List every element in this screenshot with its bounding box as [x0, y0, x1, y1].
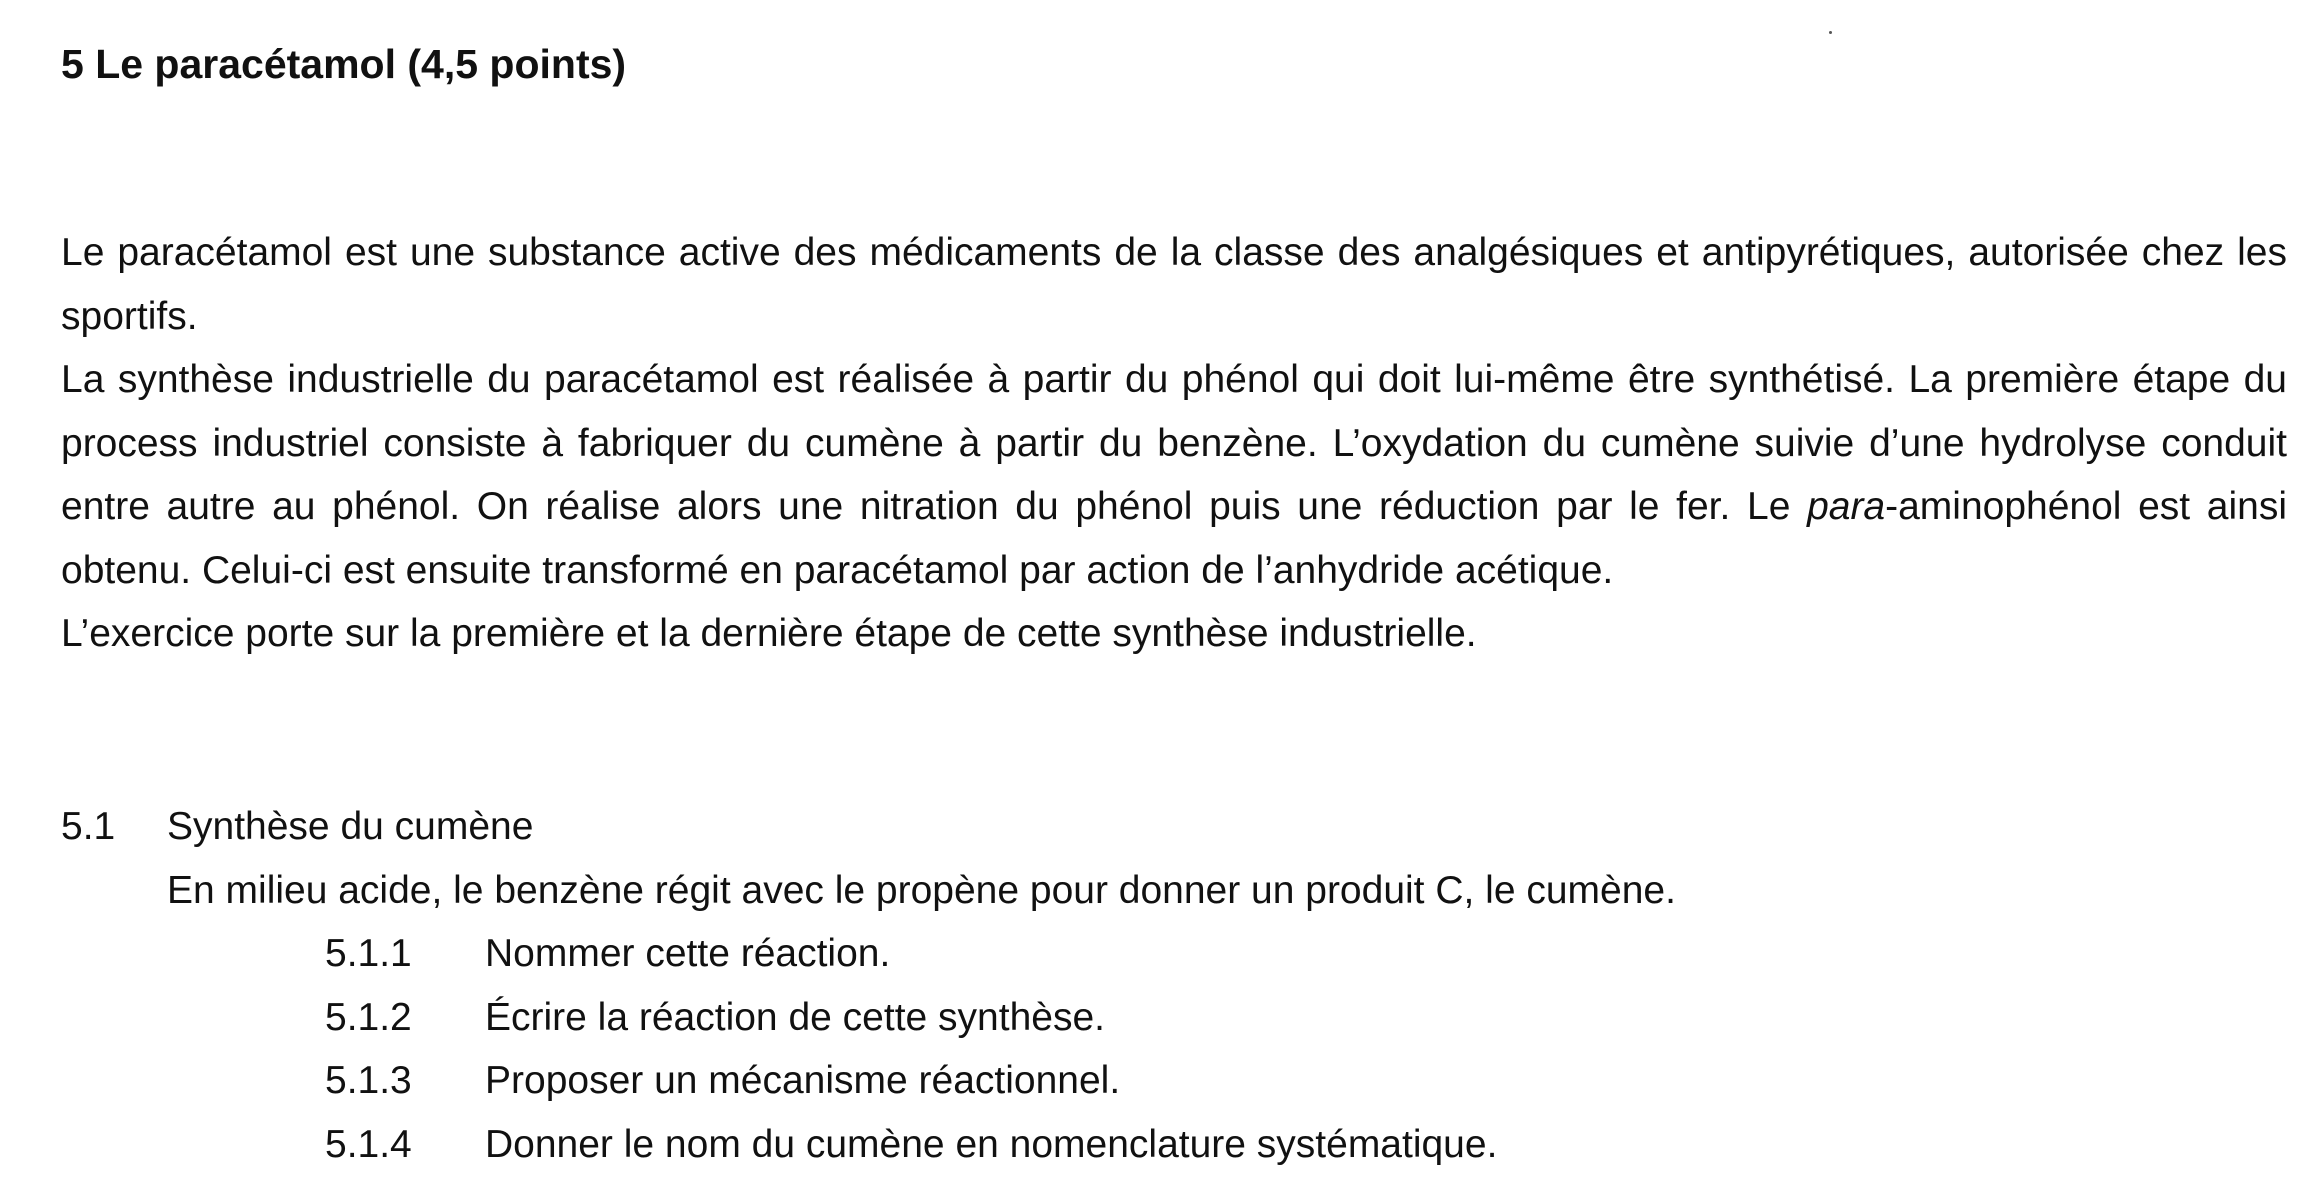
- section-title: Synthèse du cumène: [167, 805, 534, 848]
- intro-text: [61, 221, 2287, 666]
- question-text: Nommer cette réaction.: [485, 932, 891, 975]
- question-text: Donner le nom du cumène en nomenclature systématique.: [485, 1122, 1498, 1166]
- para-italic-term: para: [1807, 485, 1886, 528]
- question-number: 5.1.1: [325, 932, 412, 975]
- question-number: 5.1.3: [325, 1059, 412, 1102]
- section-number: 5.1: [61, 805, 116, 848]
- question-text: Proposer un mécanisme réactionnel.: [485, 1059, 1121, 1102]
- intro-paragraph-2: [61, 348, 2287, 602]
- section-5-1: [61, 795, 2287, 1176]
- intro-paragraph-1: Le paracétamol est une substance active des médicaments de la classe des analgésiques et antipyrétiques, autorisée chez les sportifs.: [61, 231, 2287, 338]
- question-number: 5.1.4: [325, 1122, 412, 1166]
- exercise-heading: 5 Le paracétamol (4,5 points): [61, 41, 627, 87]
- question-item: [61, 1113, 2287, 1177]
- question-item: [61, 922, 2287, 986]
- section-statement: En milieu acide, le benzène régit avec le propène pour donner un produit C, le cumène.: [167, 868, 1676, 912]
- intro-paragraph-2-end: -aminophénol est ainsi obtenu. Celui-ci est ensuite transformé en paracétamol par action de l’anhydride acétique.: [61, 485, 2287, 592]
- question-item: [61, 1049, 2287, 1113]
- question-number: 5.1.2: [325, 995, 412, 1039]
- question-item: [61, 986, 2287, 1050]
- section-title-row: [61, 795, 2287, 859]
- intro-paragraph-3: L’exercice porte sur la première et la dernière étape de cette synthèse industrielle.: [61, 612, 1477, 655]
- scan-speck: [1829, 31, 1832, 34]
- intro-paragraph-2-start: La synthèse industrielle du paracétamol est réalisée à partir du phénol qui doit lui-même être synthétisé. La première étape du process industriel consiste à fabriquer du cumène à partir du benzène. L’oxydation du cumène suivie d’une hydrolyse conduit entre autre au phénol. On réalise alors une nitration du phénol puis une réduction par le fer. Le: [61, 358, 2287, 528]
- question-text: Écrire la réaction de cette synthèse.: [485, 995, 1105, 1039]
